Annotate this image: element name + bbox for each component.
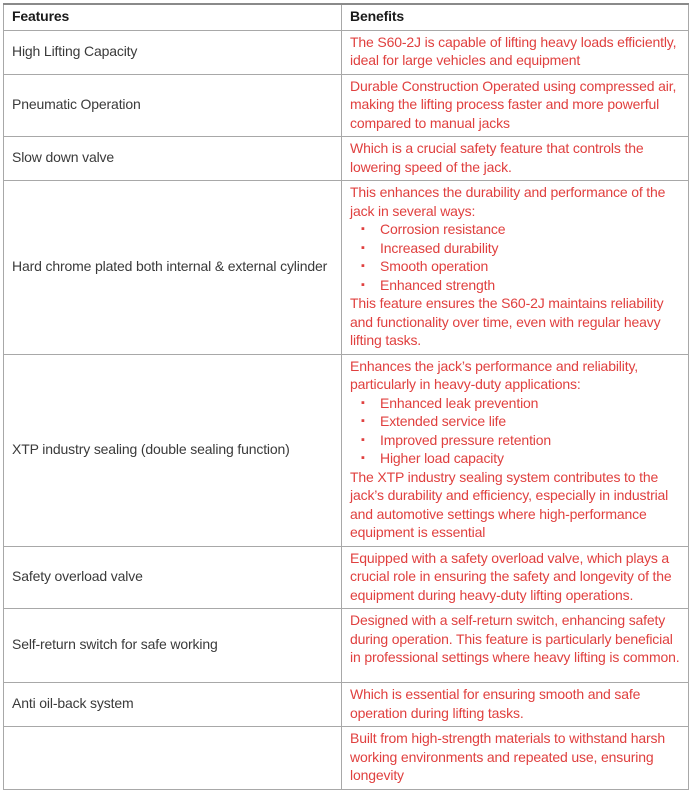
bullet-item: [350, 257, 682, 276]
header-features: Features: [4, 4, 342, 30]
bullet-text: Enhanced strength: [380, 276, 495, 293]
square-bullet-icon: ▪: [361, 433, 365, 446]
bullet-text: Increased durability: [380, 239, 499, 256]
square-bullet-icon: ▪: [361, 278, 365, 291]
table-row: [4, 181, 689, 355]
feature-cell: Anti oil-back system: [4, 683, 342, 727]
benefit-cell: Built from high-strength materials to withstand harsh working environments and repeated use, ensuring longevity: [342, 727, 689, 790]
table-row: [4, 609, 689, 683]
table-row: [4, 30, 689, 74]
feature-cell: Slow down valve: [4, 137, 342, 181]
bullet-text: Corrosion resistance: [380, 221, 506, 237]
feature-cell: Pneumatic Operation: [4, 74, 342, 137]
table-header-row: [4, 4, 689, 30]
feature-cell: [4, 727, 342, 790]
square-bullet-icon: ▪: [361, 415, 365, 427]
square-bullet-icon: ▪: [361, 241, 365, 254]
square-bullet-icon: ▪: [361, 452, 365, 464]
table-row: [4, 683, 689, 727]
table-row: [4, 137, 689, 181]
bullet-item: [350, 220, 682, 239]
square-bullet-icon: ▪: [361, 260, 365, 272]
bullet-item: [350, 431, 682, 450]
feature-cell: Safety overload valve: [4, 546, 342, 609]
benefit-cell: [342, 181, 689, 355]
benefit-cell: Durable Construction Operated using compressed air, making the lifting process faster and more powerful compared to manual jacks: [342, 74, 689, 137]
table-row: [4, 546, 689, 609]
bullet-list: [350, 394, 682, 468]
header-benefits: Benefits: [342, 4, 689, 30]
bullet-text: Improved pressure retention: [380, 431, 552, 448]
benefit-outro: The XTP industry sealing system contributes to the jack’s durability and efficiency, especially in industrial and automotive settings where high-performance equipment is essential: [350, 468, 669, 540]
bullet-text: Extended service life: [380, 413, 507, 429]
benefit-intro: This enhances the durability and performance of the jack in several ways:: [350, 184, 666, 219]
benefit-intro: Enhances the jack’s performance and reliability, particularly in heavy-duty applications:: [350, 357, 638, 392]
benefit-cell: The S60-2J is capable of lifting heavy loads efficiently, ideal for large vehicles and equipment: [342, 30, 689, 74]
benefit-outro: This feature ensures the S60-2J maintains reliability and functionality over time, even with regular heavy lifting tasks.: [350, 295, 664, 348]
bullet-list: [350, 220, 682, 294]
benefit-cell: Which is a crucial safety feature that controls the lowering speed of the jack.: [342, 137, 689, 181]
bullet-item: [350, 239, 682, 258]
square-bullet-icon: ▪: [361, 223, 365, 235]
bullet-item: [350, 394, 682, 413]
benefit-cell: [342, 354, 689, 546]
table-row: [4, 727, 689, 790]
table-row: [4, 74, 689, 137]
benefit-cell: Which is essential for ensuring smooth and safe operation during lifting tasks.: [342, 683, 689, 727]
feature-cell: Hard chrome plated both internal & external cylinder: [4, 181, 342, 355]
feature-cell: High Lifting Capacity: [4, 30, 342, 74]
bullet-text: Smooth operation: [380, 258, 489, 274]
square-bullet-icon: ▪: [361, 396, 365, 409]
bullet-text: Enhanced leak prevention: [380, 394, 539, 411]
feature-cell: Self-return switch for safe working: [4, 609, 342, 683]
benefit-cell: Designed with a self-return switch, enhancing safety during operation. This feature is particularly beneficial in professional settings where heavy lifting is common.: [342, 609, 689, 683]
feature-cell: XTP industry sealing (double sealing function): [4, 354, 342, 546]
table-row: [4, 354, 689, 546]
bullet-item: [350, 449, 682, 468]
bullet-item: [350, 412, 682, 431]
features-benefits-table: [3, 3, 689, 790]
bullet-text: Higher load capacity: [380, 450, 504, 466]
bullet-item: [350, 276, 682, 295]
benefit-cell: Equipped with a safety overload valve, which plays a crucial role in ensuring the safety and longevity of the equipment during heavy-duty lifting operations.: [342, 546, 689, 609]
